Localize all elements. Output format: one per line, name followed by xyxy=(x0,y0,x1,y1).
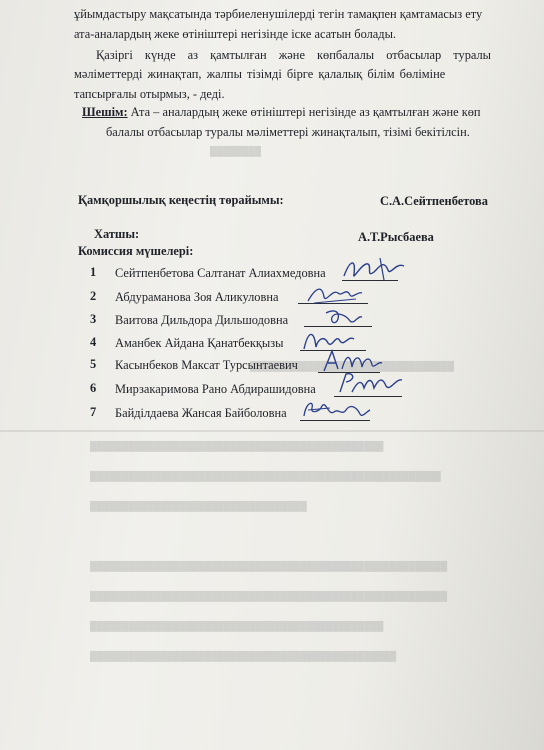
paper-fold xyxy=(0,430,544,432)
paragraph-line: Қазіргі күнде аз қамтылған және көпбалалы отбасылар туралы xyxy=(96,48,492,62)
chair-title: Қамқоршылық кеңестің төрайымы: xyxy=(78,193,284,207)
signature-2 xyxy=(304,281,364,305)
member-number: 1 xyxy=(90,265,97,279)
secretary-name: А.Т.Рысбаева xyxy=(358,230,434,244)
member-name: Касынбеков Максат Турсынтаевич xyxy=(115,358,298,372)
member-number: 6 xyxy=(90,381,97,395)
paragraph-line: мәліметтерді жинақтап, жалпы тізімді бірге қалалық білім бөліміне xyxy=(74,67,446,81)
decision-line xyxy=(82,104,481,121)
decision-label: Шешім: xyxy=(82,105,128,119)
member-number: 2 xyxy=(90,289,97,303)
signature-7 xyxy=(300,396,372,422)
show-through-text: ████████████████████████████████████████████████ xyxy=(90,651,397,661)
show-through-text: ███████████████████████████████████████████████████████ xyxy=(90,471,441,481)
secretary-title: Хатшы: xyxy=(94,227,140,241)
member-name: Байділдаева Жансая Байболовна xyxy=(115,406,287,420)
decision-text: Ата – аналардың жеке өтініштері негізінде аз қамтылған және көп xyxy=(127,105,481,119)
signature-3 xyxy=(320,305,366,329)
show-through-text: ████████████████████████████████████████████████████████ xyxy=(90,561,448,571)
show-through-text: ████████████████████████████████████████████████████████ xyxy=(90,591,448,601)
member-name: Ваитова Дильдора Дильшодовна xyxy=(115,313,289,327)
show-through-text: ████████ xyxy=(210,146,262,156)
decision-line: балалы отбасылар туралы мәліметтері жинақталып, тізімі бекітілсін. xyxy=(106,125,470,139)
paragraph-line: ұйымдастыру мақсатында тәрбиеленушілерді тегін тамақпен қамтамасыз ету xyxy=(74,7,483,21)
show-through-text: ██████████████████████████████████████████████ xyxy=(90,621,384,631)
show-through-text: ██████████████████████████████████ xyxy=(90,501,307,511)
member-number: 7 xyxy=(90,405,97,419)
chair-name: С.А.Сейтпенбетова xyxy=(380,194,488,208)
member-number: 3 xyxy=(90,312,97,326)
paragraph-line: ата-аналардың жеке өтініштері негізінде іске асатын болады. xyxy=(74,27,397,41)
member-name: Абдураманова Зоя Аликуловна xyxy=(115,290,279,304)
member-name: Аманбек Айдана Қанатбекқызы xyxy=(115,336,284,350)
show-through-text: ████████████████████████████████ xyxy=(250,361,455,371)
signature-6 xyxy=(336,370,406,398)
paragraph-line: тапсырғалы отырмыз, - деді. xyxy=(74,87,225,101)
members-heading: Комиссия мүшелері: xyxy=(78,244,194,258)
member-name: Сейтпенбетова Салтанат Алиахмедовна xyxy=(115,266,326,280)
member-name: Мирзакаримова Рано Абдирашидовна xyxy=(115,382,316,396)
member-number: 5 xyxy=(90,357,97,371)
show-through-text: ██████████████████████████████████████████████ xyxy=(90,441,384,451)
member-number: 4 xyxy=(90,335,97,349)
signature-1 xyxy=(340,256,408,284)
